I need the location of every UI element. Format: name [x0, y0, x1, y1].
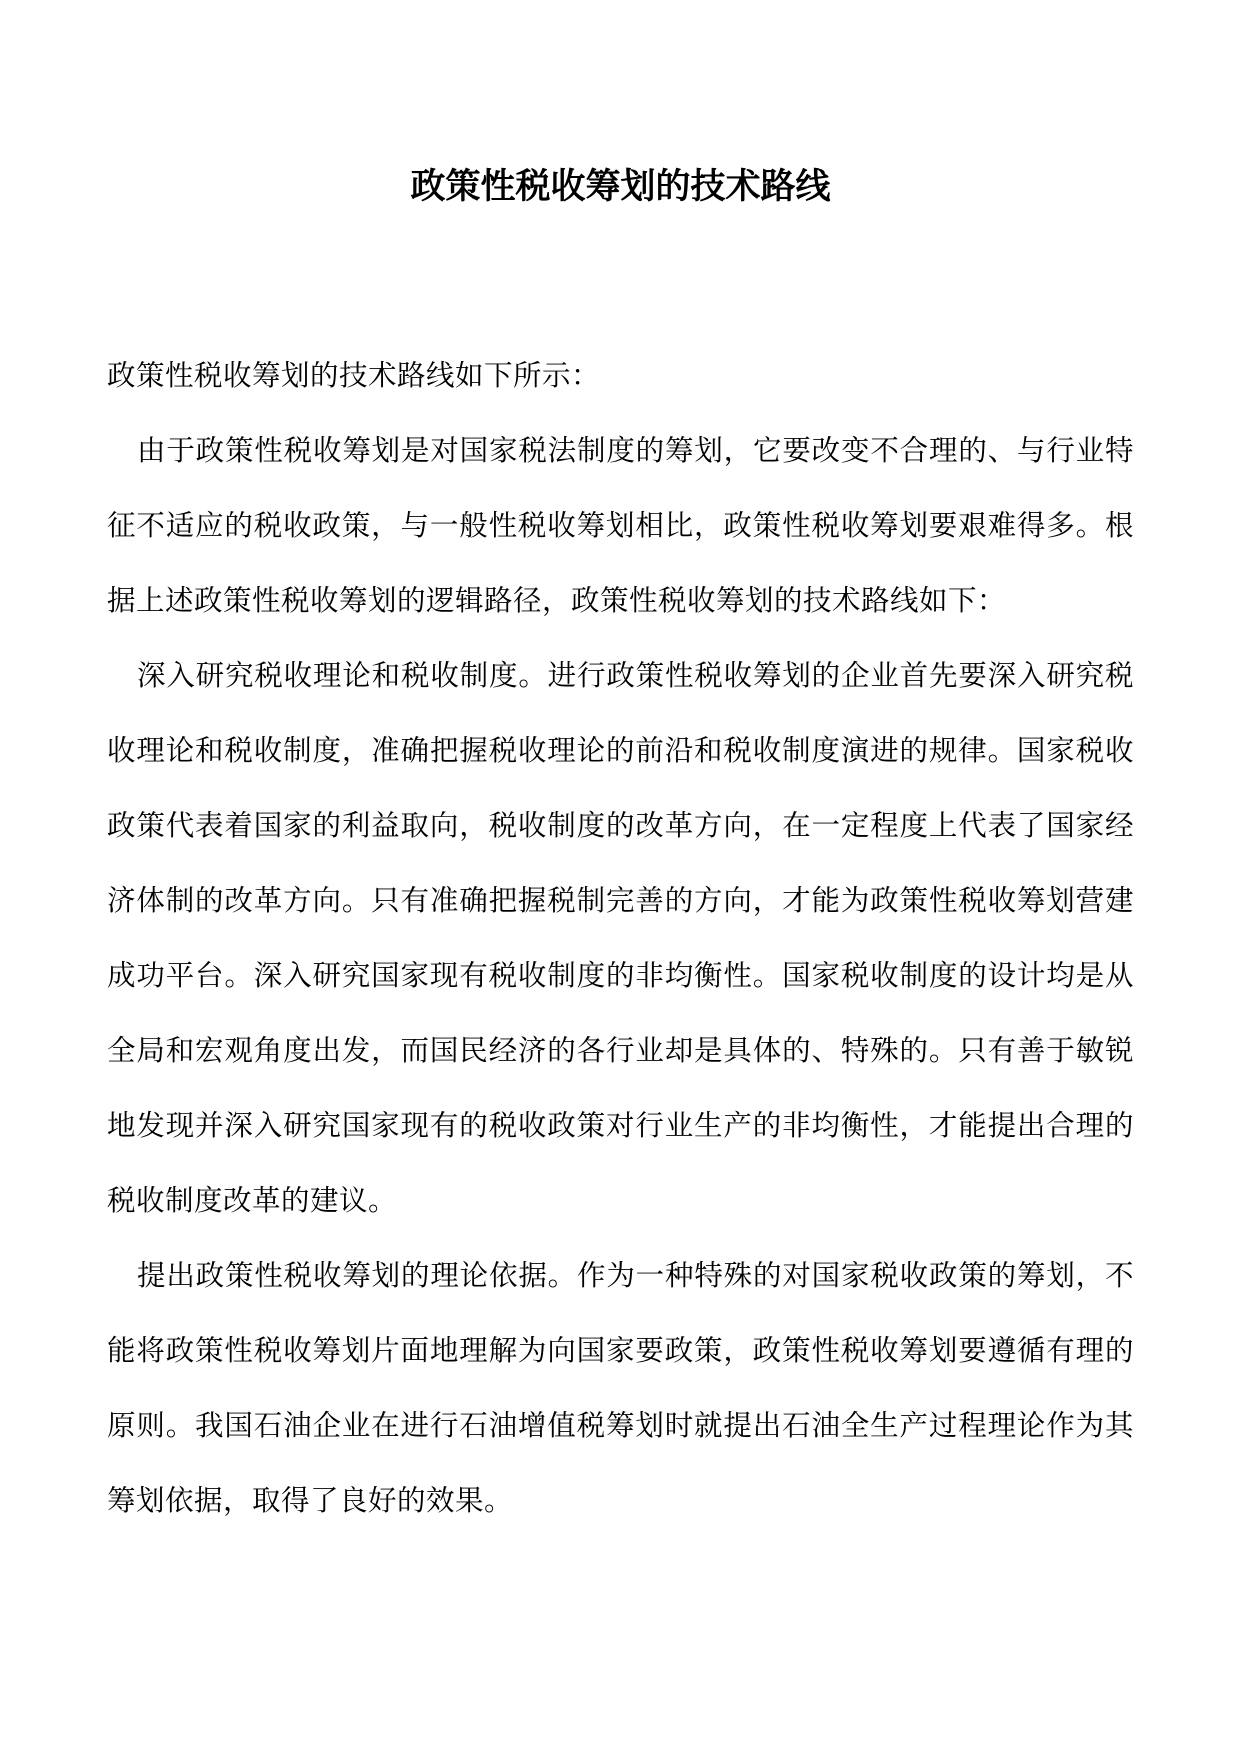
paragraph-theoretical-basis: 提出政策性税收筹划的理论依据。作为一种特殊的对国家税收政策的筹划，不能将政策性税收筹划片面地理解为向国家要政策，政策性税收筹划要遵循有理的原则。我国石油企业在进行石油增值税筹划时就提出石油全生产过程理论作为其筹划依据，取得了良好的效果。 — [107, 1259, 1134, 1517]
paragraph-background: 由于政策性税收筹划是对国家税法制度的筹划，它要改变不合理的、与行业特征不适应的税收政策，与一般性税收筹划相比，政策性税收筹划要艰难得多。根据上述政策性税收筹划的逻辑路径，政策性税收筹划的技术路线如下： — [107, 434, 1134, 617]
intro-paragraph: 政策性税收筹划的技术路线如下所示： — [107, 359, 601, 392]
paragraph-research-tax-theory: 深入研究税收理论和税收制度。进行政策性税收筹划的企业首先要深入研究税收理论和税收制度，准确把握税收理论的前沿和税收制度演进的规律。国家税收政策代表着国家的利益取向，税收制度的改革方向，在一定程度上代表了国家经济体制的改革方向。只有准确把握税制完善的方向，才能为政策性税收筹划营建成功平台。深入研究国家现有税收制度的非均衡性。国家税收制度的设计均是从全局和宏观角度出发，而国民经济的各行业却是具体的、特殊的。只有善于敏锐地发现并深入研究国家现有的税收政策对行业生产的非均衡性，才能提出合理的税收制度改革的建议。 — [107, 659, 1134, 1217]
document-title: 政策性税收筹划的技术路线 — [410, 167, 831, 207]
document-body — [107, 338, 1134, 1538]
